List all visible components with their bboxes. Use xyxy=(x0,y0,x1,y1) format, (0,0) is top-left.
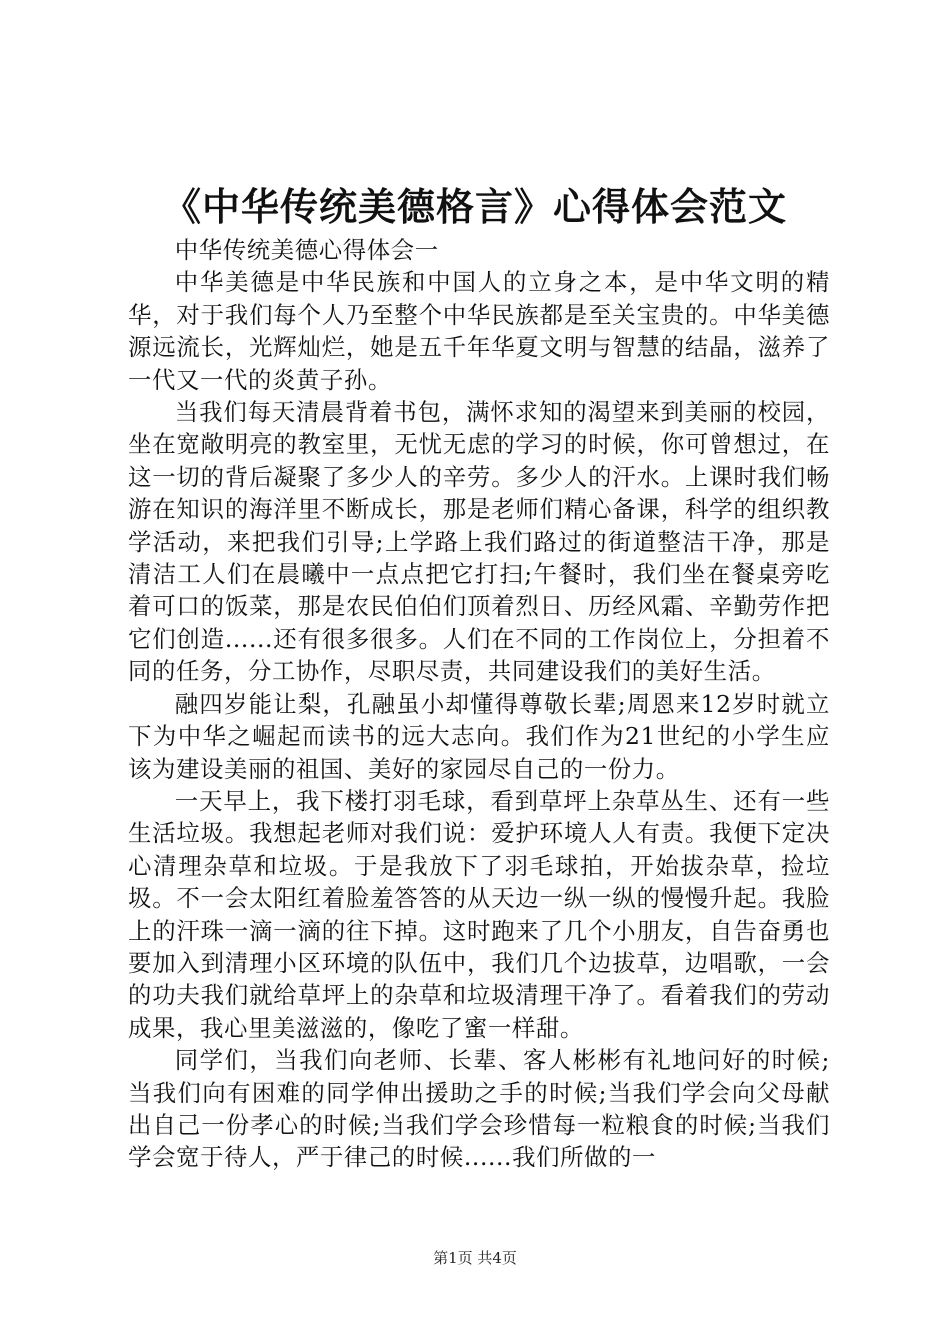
page-title: 《中华传统美德格言》心得体会范文 xyxy=(162,185,787,229)
section-subheading: 中华传统美德心得体会一 xyxy=(174,236,439,264)
paragraph-3: 融四岁能让梨，孔融虽小却懂得尊敬长辈;周恩来12岁时就立下为中华之崛起而读书的远大志向。我们作为21世纪的小学生应该为建设美丽的祖国、美好的家园尽自己的一份力。 xyxy=(128,689,830,783)
paragraph-2: 当我们每天清晨背着书包，满怀求知的渴望来到美丽的校园，坐在宽敞明亮的教室里，无忧无虑的学习的时候，你可曾想过，在这一切的背后凝聚了多少人的辛劳。多少人的汗水。上课时我们畅游在知识的海洋里不断成长，那是老师们精心备课，科学的组织教学活动，来把我们引导;上学路上我们路过的街道整洁干净，那是清洁工人们在晨曦中一点点把它打扫;午餐时，我们坐在餐桌旁吃着可口的饭菜，那是农民伯伯们顶着烈日、历经风霜、辛勤劳作把它们创造......还有很多很多。人们在不同的工作岗位上，分担着不同的任务，分工协作，尽职尽责，共同建设我们的美好生活。 xyxy=(128,398,830,686)
page-footer: 第1页 共4页 xyxy=(433,1249,517,1267)
paragraph-1: 中华美德是中华民族和中国人的立身之本，是中华文明的精华，对于我们每个人乃至整个中华民族都是至关宝贵的。中华美德源远流长，光辉灿烂，她是五千年华夏文明与智慧的结晶，滋养了一代又一代的炎黄子孙。 xyxy=(128,268,830,394)
paragraph-4: 一天早上，我下楼打羽毛球，看到草坪上杂草丛生、还有一些生活垃圾。我想起老师对我们说：爱护环境人人有责。我便下定决心清理杂草和垃圾。于是我放下了羽毛球拍，开始拔杂草，捡垃圾。不一会太阳红着脸羞答答的从天边一纵一纵的慢慢升起。我脸上的汗珠一滴一滴的往下掉。这时跑来了几个小朋友，自告奋勇也要加入到清理小区环境的队伍中，我们几个边拔草，边唱歌，一会的功夫我们就给草坪上的杂草和垃圾清理干净了。看着我们的劳动成果，我心里美滋滋的，像吃了蜜一样甜。 xyxy=(128,786,830,1042)
paragraph-5: 同学们，当我们向老师、长辈、客人彬彬有礼地问好的时候;当我们向有困难的同学伸出援助之手的时候;当我们学会向父母献出自己一份孝心的时候;当我们学会珍惜每一粒粮食的时候;当我们学会宽于待人，严于律己的时候......我们所做的一 xyxy=(128,1046,830,1172)
document-body xyxy=(128,234,830,1174)
